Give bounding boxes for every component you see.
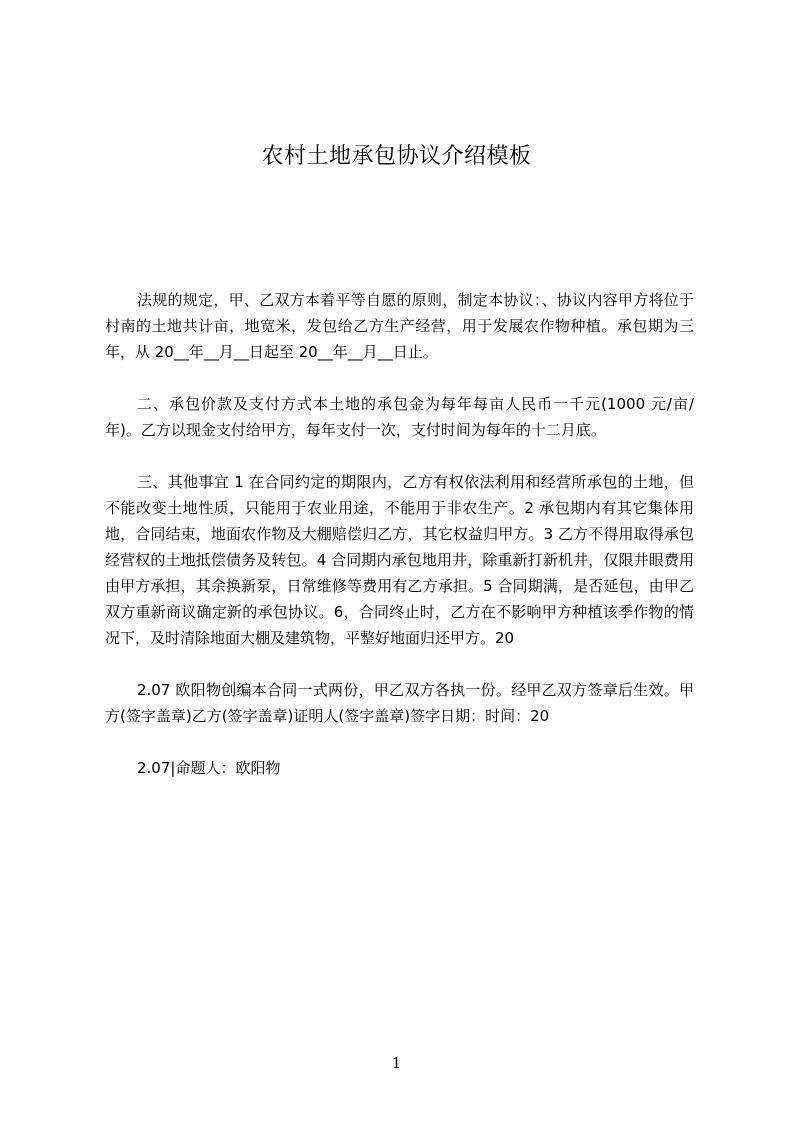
paragraph-4: 2.07 欧阳物创编本合同一式两份，甲乙双方各执一份。经甲乙双方签章后生效。甲方(签字盖章)乙方(签字盖章)证明人(签字盖章)签字日期：时间：20 xyxy=(105,681,694,725)
paragraph-3: 三、其他事宜 1 在合同约定的期限内，乙方有权依法利用和经营所承包的土地，但不能改变土地性质，只能用于农业用途，不能用于非农生产。2 承包期内有其它集体用地，合同结束，地面农作物及大棚赔偿归乙方，其它权益归甲方。3 乙方不得用取得承包经营权的土地抵偿债务及转包。4 合同期内承包地用井，除重新打新机井，仅限井眼费用由甲方承担，其余换新泵，日常维修等费用有乙方承担。5 合同期满，是否延包，由甲乙双方重新商议确定新的承包协议。6，合同终止时，乙方在不影响甲方种植该季作物的情况下，及时清除地面大棚及建筑物，平整好地面归还甲方。20 xyxy=(105,473,694,647)
paragraph-5: 2.07|命题人：欧阳物 xyxy=(137,759,281,777)
document-title: 农村土地承包协议介绍模板 xyxy=(261,144,532,169)
document-body xyxy=(105,287,694,781)
paragraph-1: 法规的规定，甲、乙双方本着平等自愿的原则，制定本协议：、协议内容甲方将位于村南的土地共计亩，地宽米，发包给乙方生产经营，用于发展农作物种植。承包期为三年，从 20__年__月__日起至 20__年__月__日止。 xyxy=(105,291,694,361)
paragraph-2: 二、承包价款及支付方式本土地的承包金为每年每亩人民币一千元(1000 元/亩/年)。乙方以现金支付给甲方，每年支付一次，支付时间为每年的十二月底。 xyxy=(105,395,694,439)
page-number: 1 xyxy=(391,1054,402,1072)
